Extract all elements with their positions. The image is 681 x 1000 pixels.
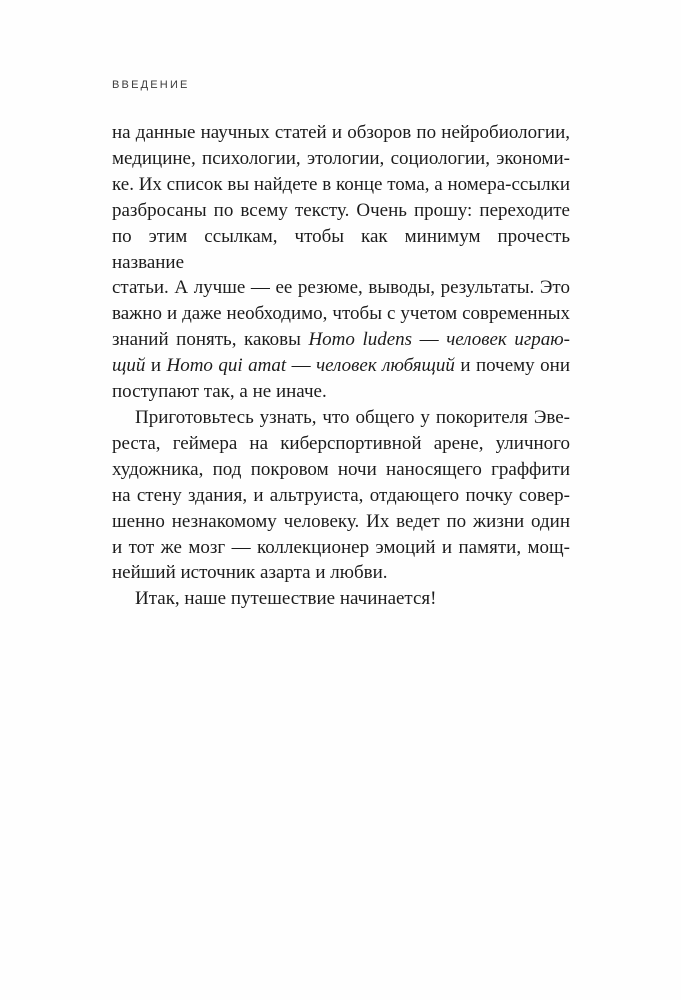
text-run: по этим ссылкам, чтобы как минимум прочесть название [112,225,570,273]
text-run: реста, геймера на киберспортивной арене, уличного [112,432,570,454]
text-line [112,560,570,586]
text-line [112,509,570,535]
text-line [112,224,570,276]
text-run: и [145,355,167,377]
paragraph [112,405,570,586]
text-run: на данные научных статей и обзоров по нейробиологии, [112,122,570,143]
text-line [112,457,570,483]
text-line [112,146,570,172]
text-line [112,586,570,612]
italic-text-run: щий [112,355,146,377]
text-run: поступают так, а не иначе. [112,381,327,403]
text-line [112,172,570,198]
text-run: разбросаны по всему тексту. Очень прошу: переходите [112,199,570,221]
text-line [112,353,570,379]
text-run: художника, под покровом ночи наносящего граффити [112,458,570,480]
text-run: — [412,329,447,351]
text-run: на стену здания, и альтруиста, отдающего почку совер- [112,484,570,506]
body-text [112,120,570,612]
text-run: знаний понять, каковы [112,329,309,351]
italic-text-run: Homo ludens [308,329,413,351]
paragraph [112,120,570,405]
text-line [112,198,570,224]
text-line [112,379,570,405]
paragraph [112,586,570,612]
text-run: Итак, наше путешествие начинается! [135,588,437,610]
text-run: важно и даже необходимо, чтобы с учетом современных [112,303,570,325]
running-head-chapter-title: ВВЕДЕНИЕ [112,79,190,91]
text-line [112,327,570,353]
text-run: и тот же мозг — коллекционер эмоций и памяти, мощ- [112,536,570,558]
italic-text-run: человек любящий [316,355,455,377]
text-run: шенно незнакомому человеку. Их ведет по жизни один [112,510,570,532]
text-run: — [286,355,317,377]
text-run: статьи. А лучше — ее резюме, выводы, результаты. Это [112,277,570,299]
text-line [112,301,570,327]
text-line [112,120,570,146]
italic-text-run: человек играю- [446,329,570,351]
text-run: и почему они [454,355,570,377]
text-line [112,483,570,509]
text-run: ке. Их список вы найдете в конце тома, а номера-ссылки [112,173,570,195]
text-line [112,431,570,457]
text-run: медицине, психологии, этологии, социологии, экономи- [112,147,570,169]
text-line [112,535,570,561]
text-run: Приготовьтесь узнать, что общего у покорителя Эве- [135,406,570,428]
italic-text-run: Homo qui amat [166,355,287,377]
text-run: нейший источник азарта и любви. [112,562,388,584]
text-line [112,405,570,431]
text-line [112,275,570,301]
